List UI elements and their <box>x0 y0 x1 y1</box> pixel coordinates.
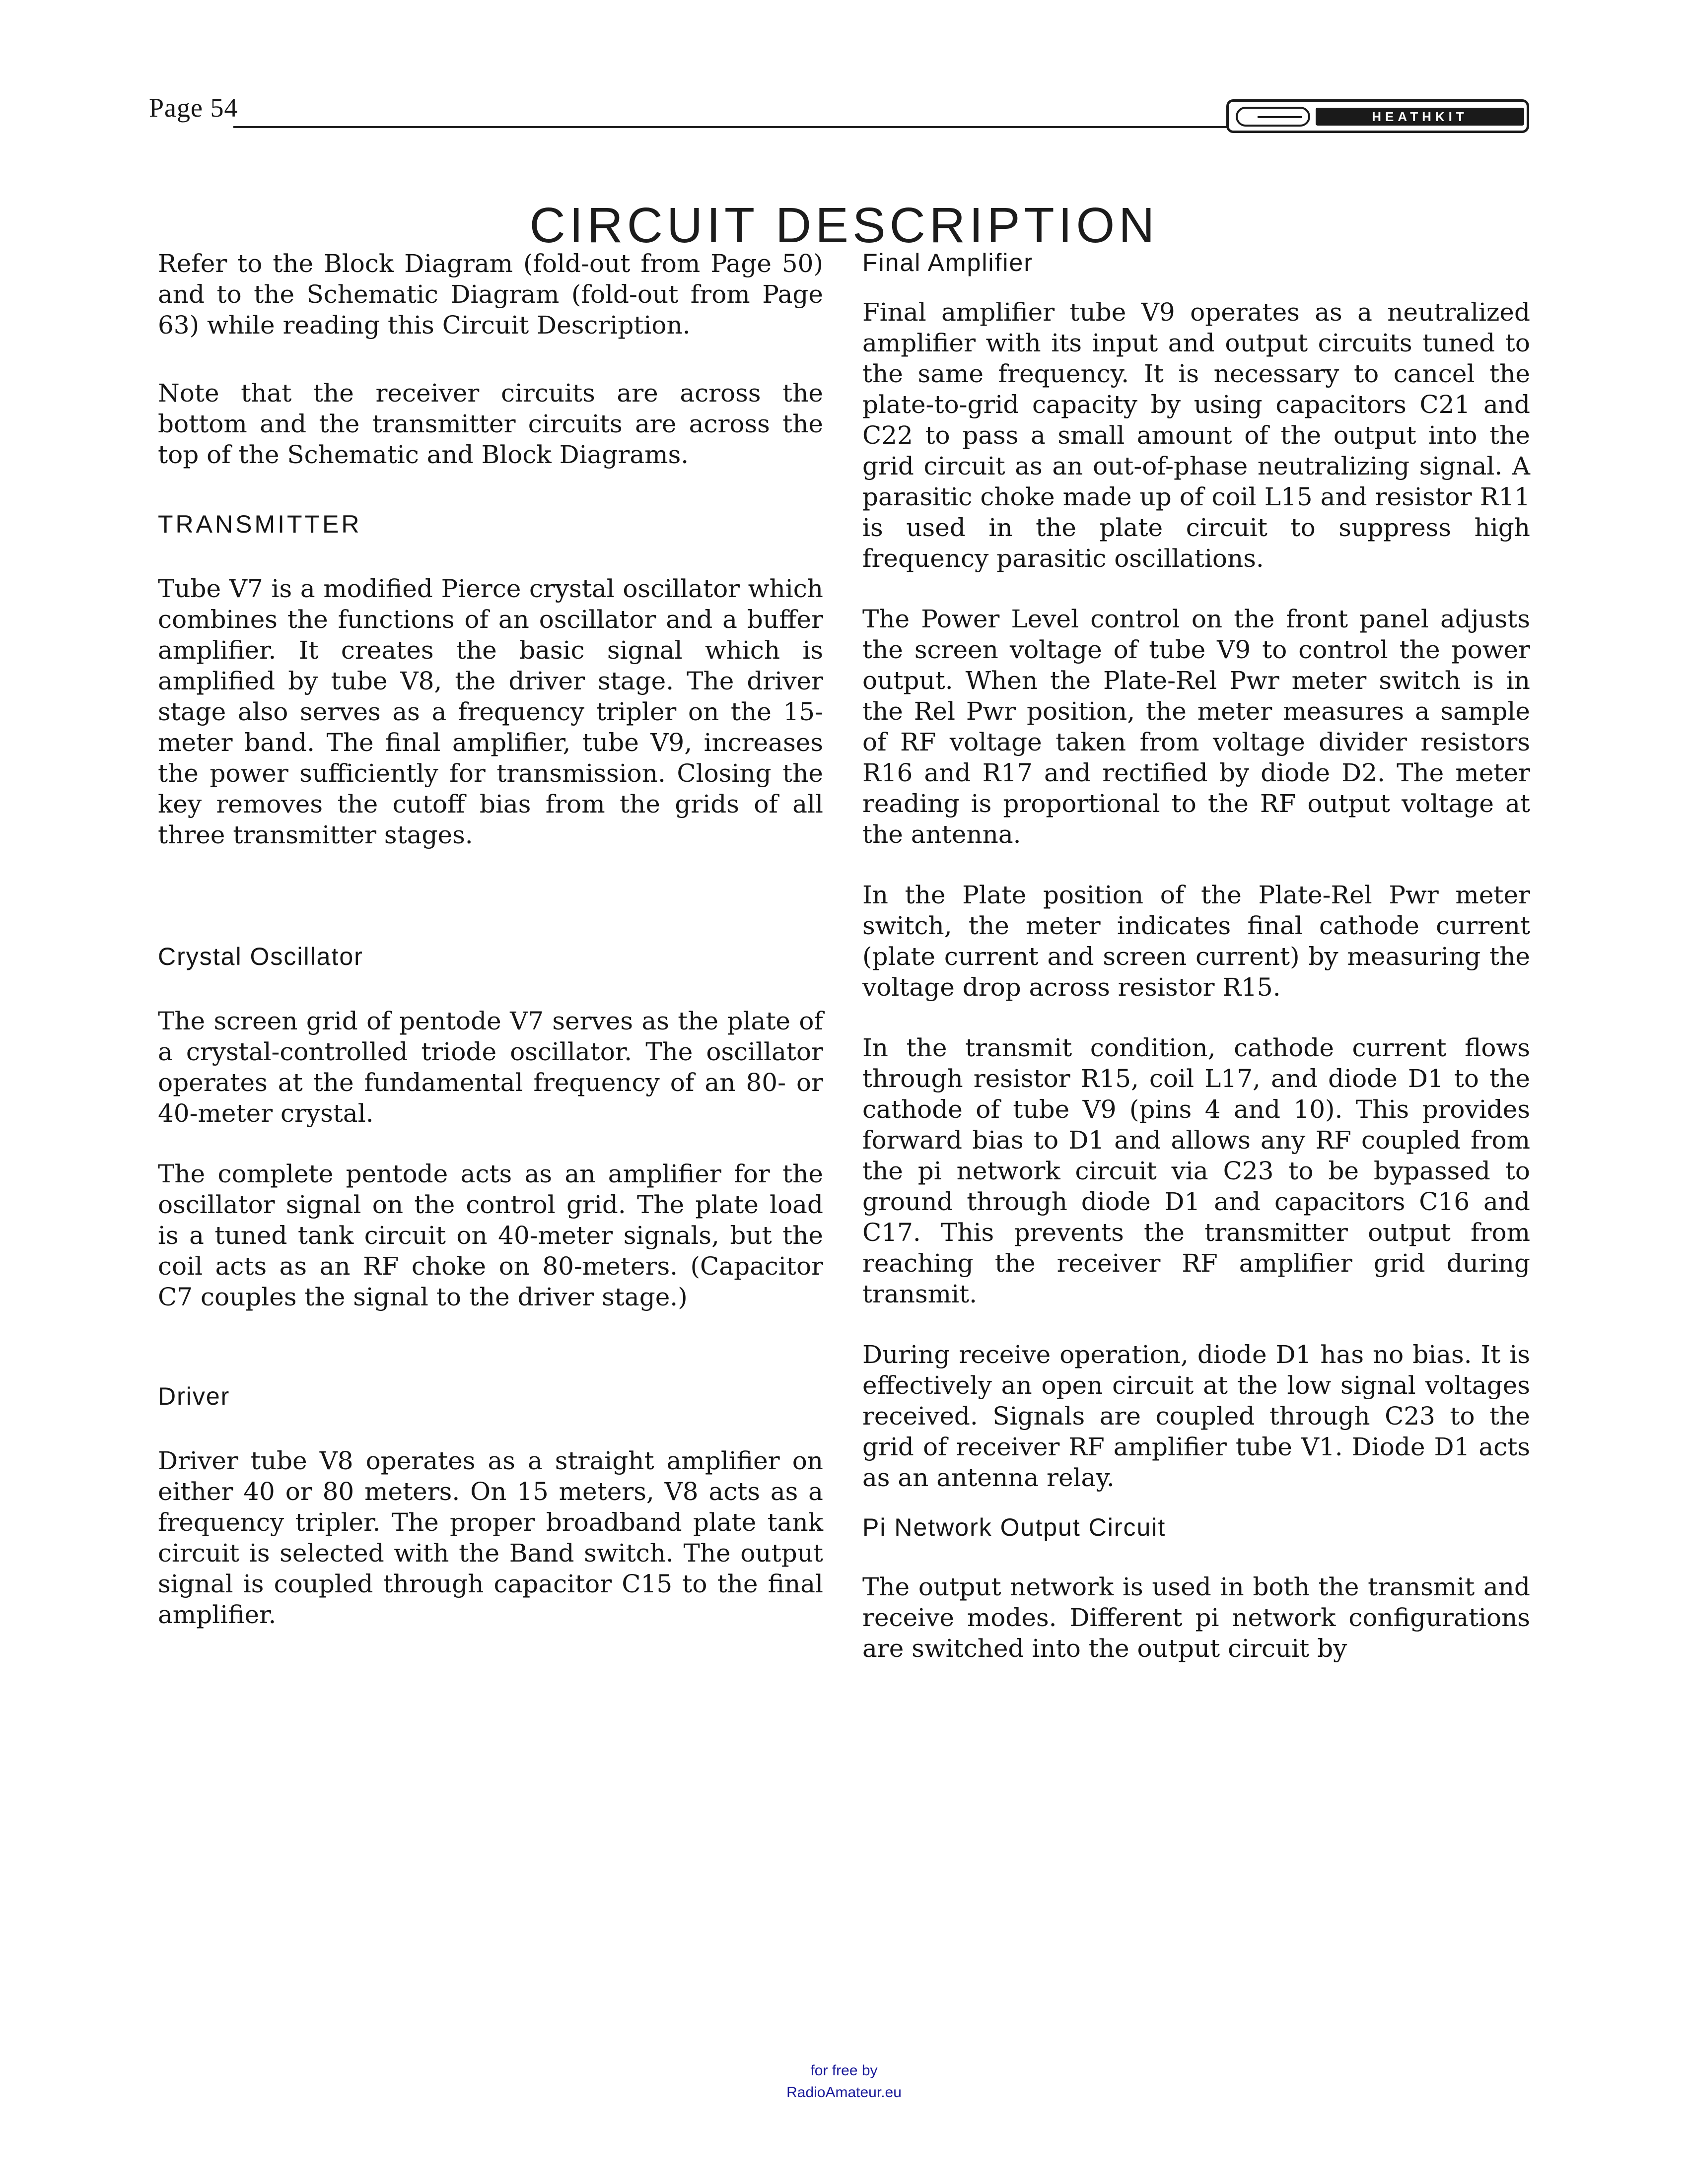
driver-heading: Driver <box>158 1382 230 1410</box>
final-paragraph-2: The Power Level control on the front panel adjusts the screen voltage of tube V9 to control the power output. When the Plate-Rel Pwr meter switch is in the Rel Pwr position, the meter measures a sample of RF voltage taken from voltage divider resistors R16 and R17 and rectified by diode D2. The meter reading is proportional to the RF output voltage at the antenna. <box>862 605 1530 849</box>
final-amplifier-heading: Final Amplifier <box>862 249 1033 276</box>
logo-text: HEATHKIT <box>1372 109 1468 124</box>
page-number: Page 54 <box>149 93 238 123</box>
intro-paragraph-2: Note that the receiver circuits are across the bottom and the transmitter circuits are across the top of the Schematic and Block Diagrams. <box>158 379 823 469</box>
crystal-paragraph-1: The screen grid of pentode V7 serves as the plate of a crystal-controlled triode oscillator. The oscillator operates at the fundamental frequency of an 80- or 40-meter crystal. <box>158 1007 823 1128</box>
final-paragraph-3: In the Plate position of the Plate-Rel Pwr meter switch, the meter indicates final cathode current (plate current and screen current) by measuring the voltage drop across resistor R15. <box>862 881 1530 1002</box>
transmitter-heading: TRANSMITTER <box>158 510 362 538</box>
pi-network-paragraph: The output network is used in both the transmit and receive modes. Different pi network configurations are switched into the output circuit by <box>862 1572 1530 1663</box>
pi-network-heading: Pi Network Output Circuit <box>862 1513 1166 1541</box>
footer-link[interactable]: RadioAmateur.eu <box>786 2084 902 2101</box>
footer-credit <box>0 2060 1688 2104</box>
footer-line-1: for free by <box>810 2062 878 2079</box>
driver-paragraph: Driver tube V8 operates as a straight amplifier on either 40 or 80 meters. On 15 meters, V8 acts as a frequency tripler. The proper broadband plate tank circuit is selected with the Band switch. The output signal is coupled through capacitor C15 to the final amplifier. <box>158 1446 823 1629</box>
final-paragraph-5: During receive operation, diode D1 has no bias. It is effectively an open circuit at the low signal voltages received. Signals are coupled through C23 to the grid of receiver RF amplifier tube V1. Diode D1 acts as an antenna relay. <box>862 1340 1530 1492</box>
intro-paragraph-1: Refer to the Block Diagram (fold-out from Page 50) and to the Schematic Diagram (fold-out from Page 63) while reading this Circuit Description. <box>158 249 823 340</box>
final-paragraph-4: In the transmit condition, cathode current flows through resistor R15, coil L17, and diode D1 to the cathode of tube V9 (pins 4 and 10). This provides forward bias to D1 and allows any RF coupled from the pi network circuit via C23 to be bypassed to ground through diode D1 and capacitors C16 and C17. This prevents the transmitter output from reaching the receiver RF amplifier grid during transmit. <box>862 1033 1530 1308</box>
heathkit-logo <box>1226 99 1529 133</box>
logo-arrow-icon <box>1236 107 1310 127</box>
left-column <box>158 248 823 1667</box>
final-paragraph-1: Final amplifier tube V9 operates as a neutralized amplifier with its input and output circuits tuned to the same frequency. It is necessary to cancel the plate-to-grid capacity by using capacitors C21 and C22 to pass a small amount of the output into the grid circuit as an out-of-phase neutralizing signal. A parasitic choke made up of coil L15 and resistor R11 is used in the plate circuit to suppress high frequency parasitic oscillations. <box>862 298 1530 573</box>
crystal-paragraph-2: The complete pentode acts as an amplifier for the oscillator signal on the control grid. The plate load is a tuned tank circuit on 40-meter signals, but the coil acts as an RF choke on 80-meters. (Capacitor C7 couples the signal to the driver stage.) <box>158 1160 823 1311</box>
page-title: CIRCUIT DESCRIPTION <box>529 198 1159 253</box>
transmitter-paragraph: Tube V7 is a modified Pierce crystal oscillator which combines the functions of an oscillator and a buffer amplifier. It creates the basic signal which is amplified by tube V8, the driver stage. The driver stage also serves as a frequency tripler on the 15-meter band. The final amplifier, tube V9, increases the power sufficiently for transmission. Closing the key removes the cutoff bias from the grids of all three transmitter stages. <box>158 574 823 849</box>
crystal-oscillator-heading: Crystal Oscillator <box>158 943 363 970</box>
right-column <box>862 248 1530 1701</box>
header-rule <box>233 126 1231 128</box>
